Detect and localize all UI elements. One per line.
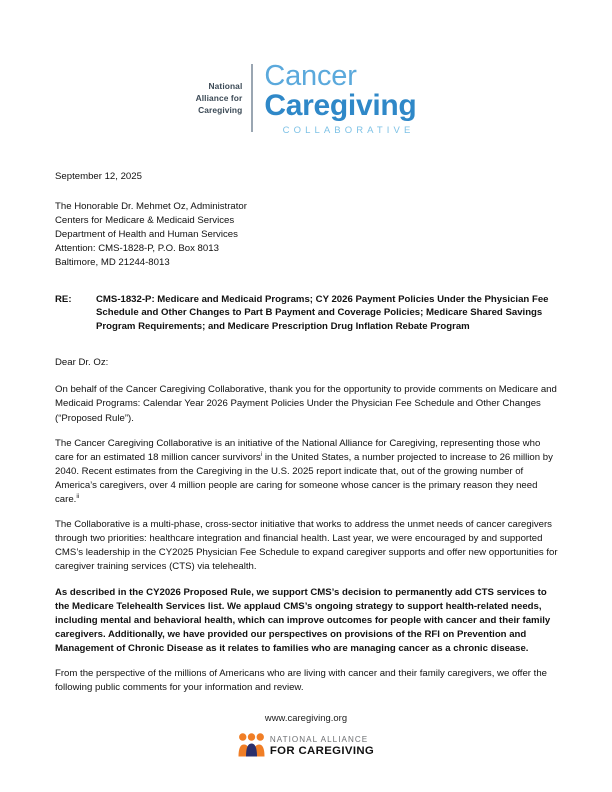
paragraph-2-part-1: The Cancer Caregiving Collaborative is an initiative of the National Alliance for Caregiving, representing those who care for an estimated 18 million cancer survivors <box>55 437 541 463</box>
paragraph-1: On behalf of the Cancer Caregiving Collaborative, thank you for the opportunity to provide comments on Medicare and Medicaid Programs: Calendar Year 2026 Payment Policies Under the Physician Fee Schedule and Other Changes (“Proposed Rule”). <box>55 384 557 424</box>
footer-org-line-2: FOR CAREGIVING <box>269 744 375 757</box>
address-line: Department of Health and Human Services <box>55 229 238 241</box>
brand-word-caregiving: Caregiving <box>264 89 417 123</box>
paragraph-4-emphasis: As described in the CY2026 Proposed Rule, we support CMS’s decision to permanently add CTS services to the Medicare Telehealth Services list. We applaud CMS’s ongoing strategy to support health-related needs, including mental and behavioral health, which can improve outcomes for people with cancer and their family caregivers. Additionally, we have provided our perspectives on provisions of the RFI on Prevention and Management of Chronic Disease as it relates to families who are managing cancer as a chronic disease. <box>55 586 551 654</box>
paragraph-2 <box>55 437 558 507</box>
national-alliance-for-caregiving-footer-logo <box>238 733 374 757</box>
letter-body <box>55 170 558 695</box>
subject-text: CMS-1832-P: Medicare and Medicaid Programs; CY 2026 Payment Policies Under the Physician Fee Schedule and Other Changes to Part B Payment and Coverage Policies; Medicare Shared Savings Program Requirements; and Medicare Prescription Drug Inflation Rebate Program <box>96 293 549 333</box>
paragraph-5: From the perspective of the millions of Americans who are living with cancer and their family caregivers, we offer the following public comments for your information and review. <box>55 667 547 694</box>
address-line: Centers for Medicare & Medicaid Services <box>55 215 235 227</box>
footer-org-line-1: NATIONAL ALLIANCE <box>269 734 369 744</box>
recipient-address-block <box>55 200 558 270</box>
nac-wordmark-line-1: National <box>208 81 243 92</box>
brand-word-collaborative: COLLABORATIVE <box>282 125 415 136</box>
footnote-marker-i: i <box>260 450 263 458</box>
footnote-marker-ii: ii <box>76 492 80 500</box>
letter-date: September 12, 2025 <box>55 171 142 182</box>
address-line: Baltimore, MD 21244-8013 <box>55 257 170 269</box>
address-line: Attention: CMS-1828-P, P.O. Box 8013 <box>55 243 219 255</box>
salutation: Dear Dr. Oz: <box>55 357 109 369</box>
subject-label: RE: <box>55 293 72 305</box>
page-footer <box>0 712 612 757</box>
cancer-caregiving-collaborative-logo <box>196 62 417 136</box>
subject-line-block <box>55 293 558 335</box>
three-people-group-icon <box>238 733 265 757</box>
nac-wordmark-line-3: Caregiving <box>198 104 243 115</box>
national-alliance-for-caregiving-wordmark <box>196 62 252 136</box>
nac-wordmark-line-2: Alliance for <box>195 93 243 104</box>
brand-word-cancer: Cancer <box>264 60 357 92</box>
paragraph-3: The Collaborative is a multi-phase, cross-sector initiative that works to address the unmet needs of cancer caregivers through two priorities: healthcare integration and financial health. Last year, we were encouraged by and supported CMS’s leadership in the CY2025 Physician Fee Schedule to expand caregiver supports and offer new opportunities for caregiver training services (CTS) via telehealth. <box>55 519 558 573</box>
website-url[interactable]: www.caregiving.org <box>264 712 348 723</box>
footer-org-name <box>270 736 374 758</box>
collaborative-wordmark <box>253 62 416 136</box>
address-line: The Honorable Dr. Mehmet Oz, Administrator <box>55 201 247 213</box>
paragraph-2-part-2: in the United States, a number projected to increase to 26 million by 2040. Recent estimates from the Caregiving in the U.S. 2025 report indicate that, out of the growing number of America’s caregivers, over 4 million people are caring for someone whose cancer is the primary reason they need care. <box>55 451 553 506</box>
letterhead <box>0 62 612 136</box>
